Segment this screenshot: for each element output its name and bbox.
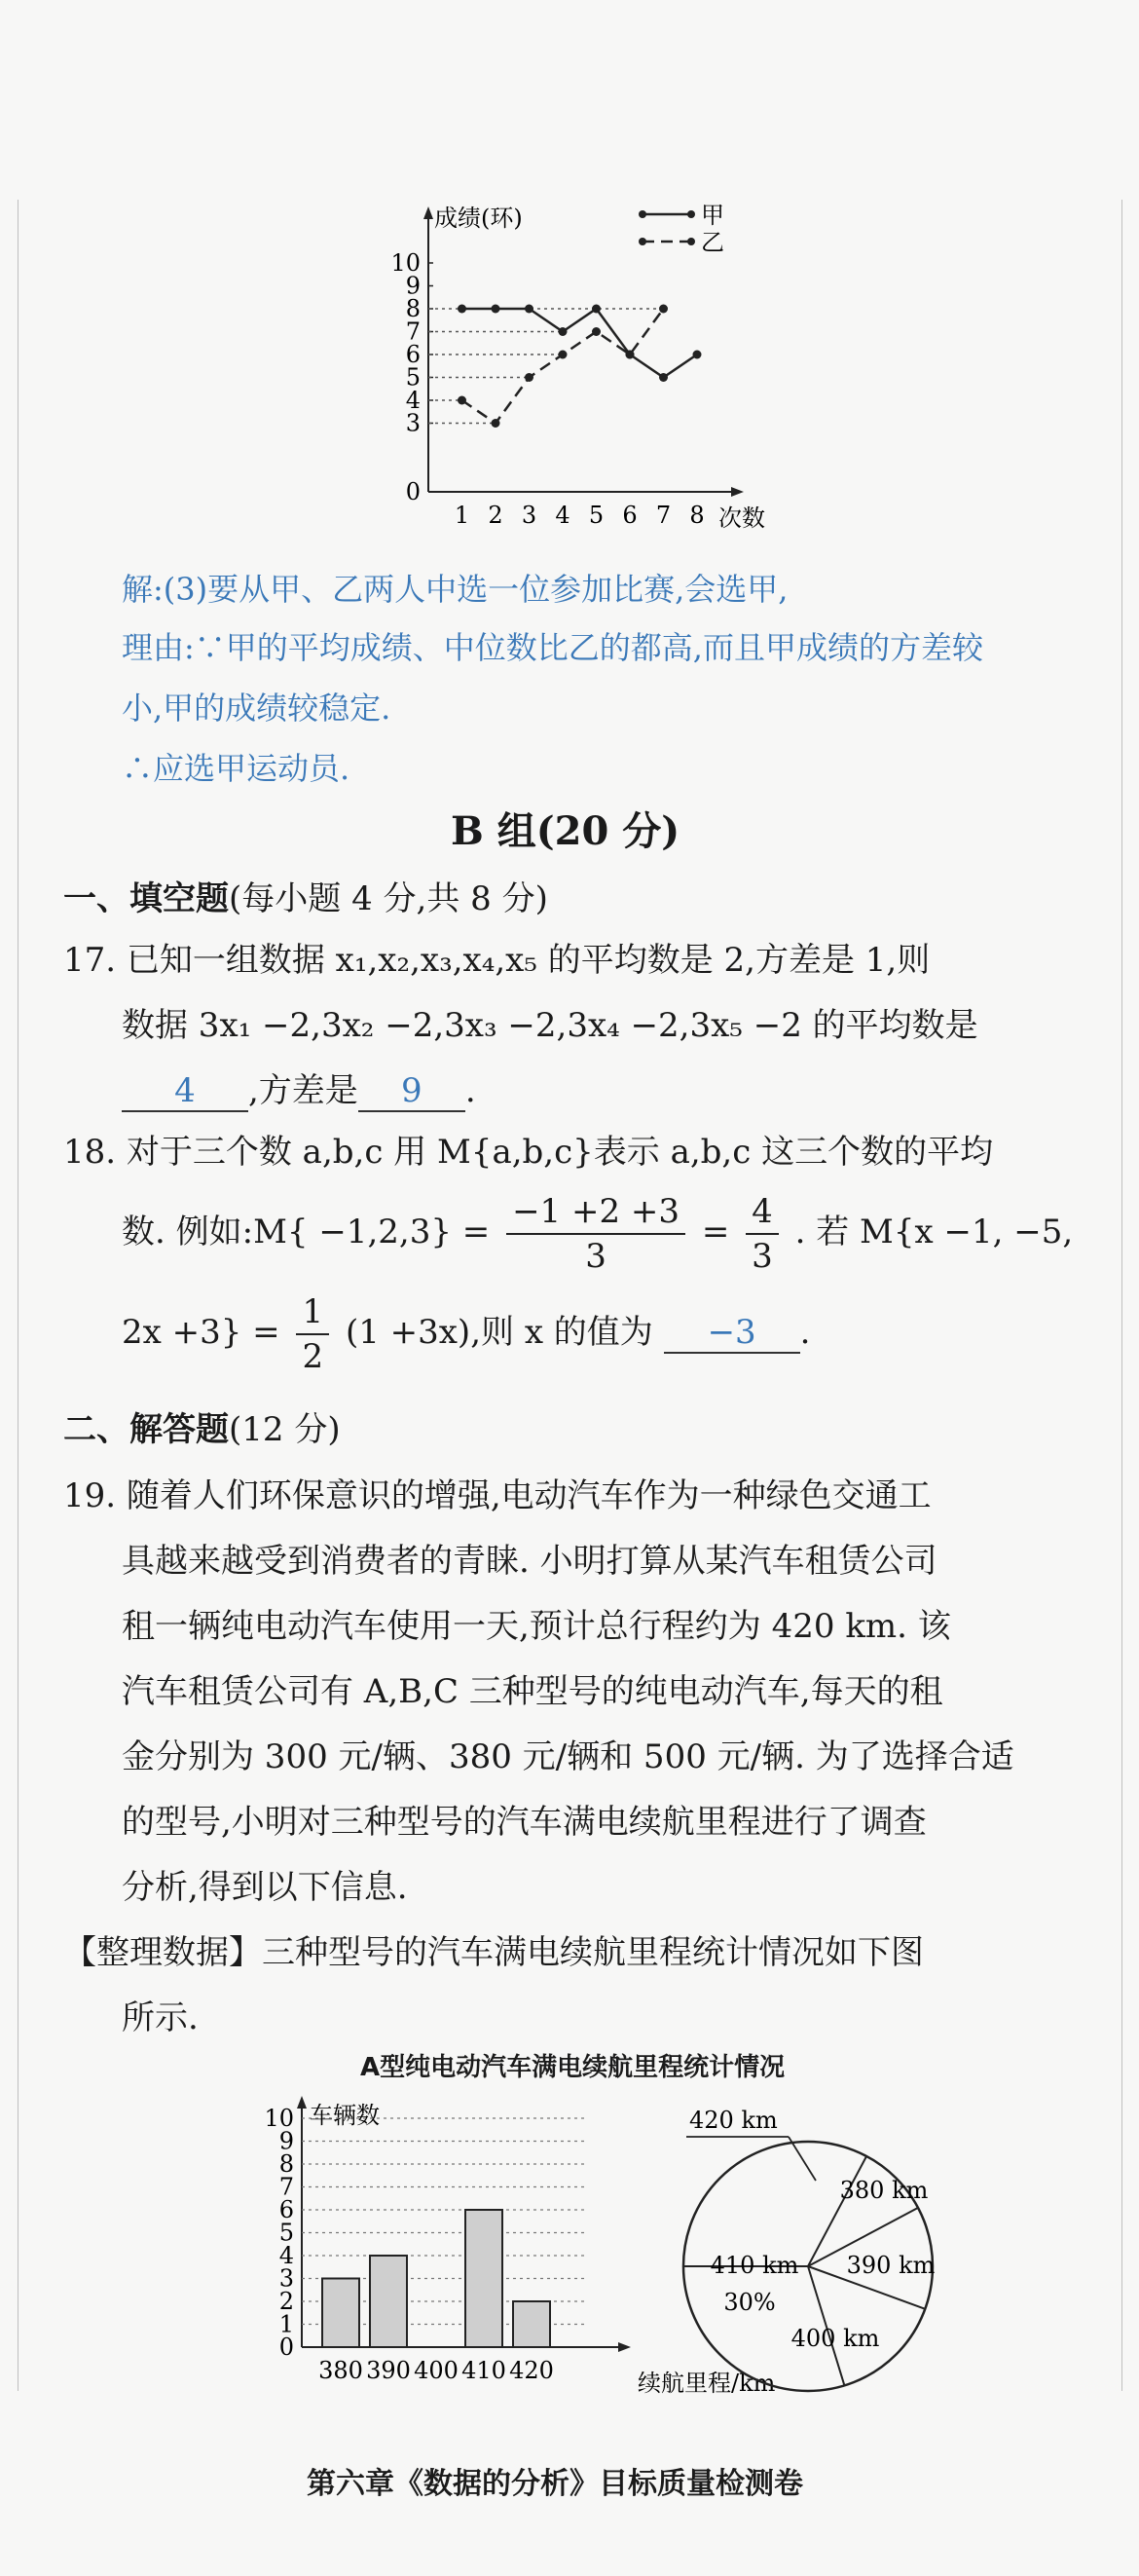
q17-line-1: 17. 已知一组数据 x₁,x₂,x₃,x₄,x₅ 的平均数是 2,方差是 1,则 [63, 941, 931, 980]
data-point [492, 419, 500, 428]
legend-label-1: 甲 [701, 202, 724, 229]
pie-label-2: 380 km [839, 2177, 929, 2204]
x-tick-label: 8 [689, 502, 705, 529]
solution-line-2: 理由:∵甲的平均成绩、中位数比乙的都高,而且甲成绩的方差较 [122, 629, 983, 666]
data-point [525, 305, 533, 314]
q18-fraction-1-den: 3 [585, 1237, 606, 1276]
y-tick-label: 3 [278, 2264, 294, 2293]
y-tick-label: 9 [405, 272, 421, 300]
q17-answer-variance: 9 [358, 1071, 465, 1112]
x-axis-label: 次数 [718, 504, 765, 532]
q18-question-text: (1 +3x),则 x 的值为 [345, 1313, 653, 1352]
x-tick-label: 410 [461, 2357, 506, 2384]
part1-note: (每小题 4 分,共 8 分) [229, 879, 548, 918]
x-tick-label: 5 [588, 502, 605, 529]
bar-420 [513, 2301, 550, 2347]
y-tick-label: 6 [278, 2196, 294, 2223]
x-tick-label: 1 [454, 502, 470, 529]
legend-label-2: 乙 [701, 229, 724, 256]
y-tick-label: 5 [405, 363, 421, 392]
y-tick-label: 4 [405, 387, 421, 414]
legend-marker [639, 210, 646, 218]
q18-fraction-3 [296, 1290, 329, 1378]
part1-heading [63, 872, 548, 919]
pie-label-3: 390 km [846, 2252, 936, 2279]
data-point [693, 351, 702, 359]
y-tick-label: 4 [278, 2242, 294, 2269]
q17-line-2: 数据 3x₁ −2,3x₂ −2,3x₃ −2,3x₄ −2,3x₅ −2 的平均数是 [122, 1006, 978, 1045]
x-tick-label: 6 [622, 502, 638, 529]
y-tick-label: 0 [278, 2333, 294, 2361]
part2-title: 二、解答题 [63, 1410, 229, 1449]
x-tick-label: 4 [555, 502, 570, 529]
x-tick-label: 390 [366, 2357, 411, 2384]
q18-fraction-3-den: 2 [302, 1337, 324, 1376]
y-tick-label: 7 [278, 2173, 294, 2201]
q18-end: . [799, 1313, 811, 1352]
y-tick-label: 5 [278, 2219, 294, 2247]
data-point [559, 327, 568, 336]
y-tick-label: 0 [405, 478, 421, 505]
q18-condition-text: . 若 M{x −1, −5, [794, 1213, 1074, 1251]
q17-end: . [464, 1071, 476, 1110]
bar-390 [370, 2256, 407, 2347]
q17-answer-mean: 4 [122, 1071, 248, 1112]
pie-leader-line [789, 2137, 816, 2181]
x-tick-label: 380 [318, 2357, 363, 2384]
q18-answer: −3 [664, 1313, 800, 1354]
y-tick-label: 7 [405, 317, 421, 346]
q18-fraction-2-den: 3 [752, 1237, 773, 1276]
q19-line-3: 租一辆纯电动汽车使用一天,预计总行程约为 420 km. 该 [122, 1607, 951, 1646]
x-axis-label: 续航里程/km [638, 2370, 776, 2397]
x-tick-label: 420 [509, 2357, 554, 2384]
part2-heading [63, 1402, 341, 1450]
y-tick-label: 6 [405, 341, 421, 368]
y-tick-label: 2 [278, 2288, 294, 2315]
score-line-chart [370, 195, 818, 545]
q18-fraction-3-num: 1 [296, 1290, 329, 1335]
q18-line-1: 18. 对于三个数 a,b,c 用 M{a,b,c}表示 a,b,c 这三个数的平均 [63, 1133, 994, 1172]
pie-label-5: 410 km [710, 2252, 799, 2279]
legend-marker [687, 238, 695, 245]
solution-line-1: 解:(3)要从甲、乙两人中选一位参加比赛,会选甲, [122, 571, 789, 608]
footer-title: 第六章《数据的分析》目标质量检测卷 [307, 2467, 803, 2501]
q18-fraction-2 [746, 1190, 779, 1278]
data-point [659, 305, 668, 314]
bar-380 [322, 2279, 359, 2348]
q19-line-2: 具越来越受到消费者的青睐. 小明打算从某汽车租赁公司 [122, 1542, 937, 1581]
data-point [458, 305, 466, 314]
q19-line-9: 所示. [122, 1998, 199, 2037]
legend-marker [639, 238, 646, 245]
q19-line-1: 19. 随着人们环保意识的增强,电动汽车作为一种绿色交通工 [63, 1476, 932, 1515]
q18-line-2 [122, 1190, 1073, 1278]
series-line-2 [462, 309, 664, 424]
y-tick-label: 8 [278, 2150, 294, 2178]
y-tick-label: 10 [390, 249, 421, 277]
pie-label-4: 400 km [790, 2325, 880, 2352]
bar-chart-title: A型纯电动汽车满电续航里程统计情况 [360, 2053, 786, 2082]
data-point [592, 327, 601, 336]
q18-example-text: 数. 例如:M{ −1,2,3} = [122, 1213, 491, 1251]
y-axis-arrow [423, 206, 433, 219]
q17-line-3 [122, 1064, 476, 1112]
data-point [458, 396, 466, 405]
q17-mid-text: ,方差是 [248, 1071, 358, 1110]
y-tick-label: 3 [405, 409, 421, 437]
data-point [525, 373, 533, 382]
q18-fraction-2-num: 4 [746, 1190, 779, 1235]
right-margin-line [1121, 200, 1122, 2391]
data-point [659, 373, 668, 382]
legend-marker [687, 210, 695, 218]
y-tick-label: 9 [278, 2127, 294, 2155]
q18-expr-text: 2x +3} = [122, 1313, 280, 1352]
data-point [592, 305, 601, 314]
x-tick-label: 7 [655, 502, 672, 529]
q18-fraction-1-num: −1 +2 +3 [506, 1190, 685, 1235]
q19-line-6: 的型号,小明对三种型号的汽车满电续航里程进行了调查 [122, 1803, 927, 1842]
mileage-pie-chart [672, 2084, 944, 2396]
data-point [492, 305, 500, 314]
q19-line-4: 汽车租赁公司有 A,B,C 三种型号的纯电动汽车,每天的租 [122, 1672, 943, 1711]
y-axis-arrow [297, 2096, 307, 2109]
q19-line-8: 【整理数据】三种型号的汽车满电续航里程统计情况如下图 [63, 1933, 924, 1972]
solution-line-4: ∴应选甲运动员. [122, 750, 350, 787]
section-b-title: B 组(20 分) [451, 808, 680, 854]
part2-note: (12 分) [229, 1410, 341, 1449]
data-point [626, 351, 635, 359]
x-tick-label: 2 [488, 502, 503, 529]
q18-equals: = [701, 1213, 730, 1251]
x-axis-arrow [731, 487, 744, 497]
q19-line-7: 分析,得到以下信息. [122, 1868, 408, 1907]
q19-line-5: 金分别为 300 元/辆、380 元/辆和 500 元/辆. 为了选择合适 [122, 1737, 1014, 1776]
x-axis-arrow [618, 2342, 631, 2352]
y-axis-label: 车辆数 [310, 2102, 380, 2129]
y-tick-label: 8 [405, 295, 421, 322]
pie-label-1: 420 km [689, 2107, 778, 2134]
bar-410 [465, 2210, 502, 2347]
solution-line-3: 小,甲的成绩较稳定. [122, 690, 391, 727]
q18-line-3 [122, 1290, 810, 1378]
y-tick-label: 1 [278, 2310, 294, 2338]
x-tick-label: 400 [414, 2357, 459, 2384]
q18-fraction-1 [506, 1190, 685, 1278]
data-point [559, 351, 568, 359]
y-tick-label: 10 [264, 2105, 294, 2132]
part1-title: 一、填空题 [63, 879, 229, 918]
x-tick-label: 3 [521, 502, 537, 529]
pie-percent-label: 30% [723, 2289, 776, 2316]
y-axis-label: 成绩(环) [434, 205, 523, 232]
